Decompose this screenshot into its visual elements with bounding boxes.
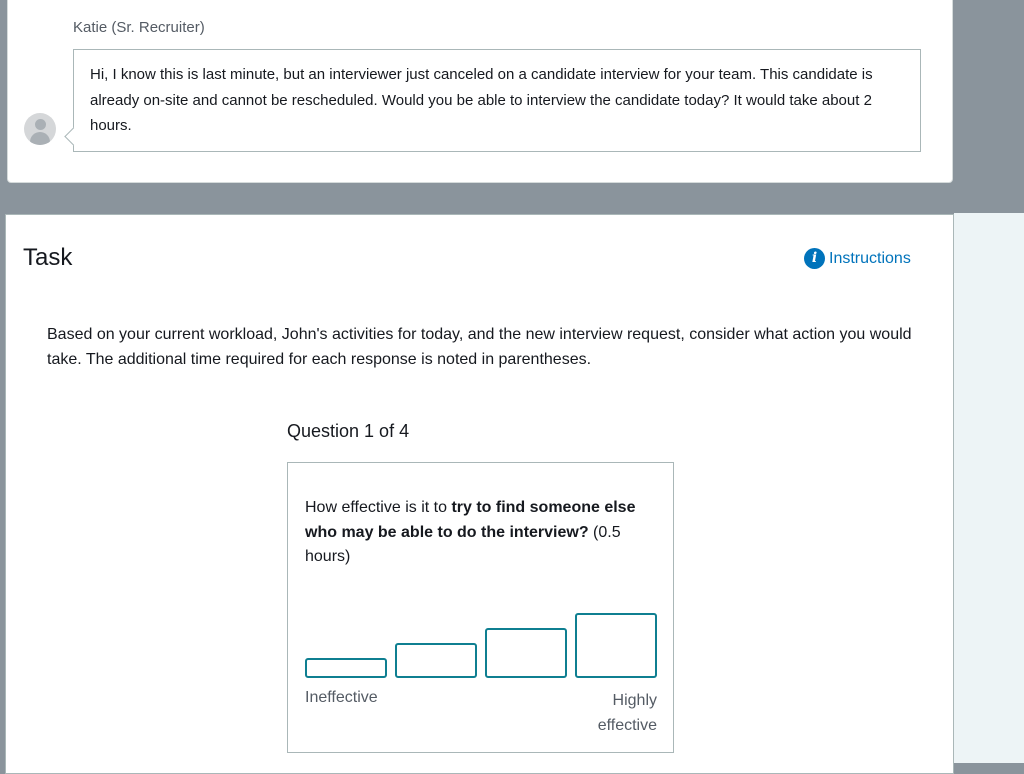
question-card bbox=[287, 462, 674, 753]
info-icon: i bbox=[804, 248, 825, 269]
rating-option-1[interactable] bbox=[305, 658, 387, 678]
avatar-head bbox=[35, 119, 46, 130]
rating-option-2[interactable] bbox=[395, 643, 477, 678]
question-prefix: How effective is it to bbox=[305, 499, 452, 516]
bubble-pointer bbox=[64, 127, 82, 145]
question-number: Question 1 of 4 bbox=[287, 421, 410, 441]
scale-low-label: Ineffective bbox=[305, 689, 378, 706]
chat-message-card bbox=[7, 0, 953, 183]
instructions-link[interactable] bbox=[804, 248, 911, 269]
sender-name: Katie (Sr. Recruiter) bbox=[73, 19, 205, 36]
question-text bbox=[305, 496, 655, 570]
right-gutter bbox=[954, 213, 1024, 763]
rating-option-3[interactable] bbox=[485, 628, 567, 678]
task-panel bbox=[5, 214, 954, 774]
avatar-body bbox=[30, 132, 50, 145]
task-description: Based on your current workload, John's activities for today, and the new interview request, consider what action you would take. The additional time required for each response is noted in parentheses. bbox=[47, 326, 912, 368]
instructions-label: Instructions bbox=[829, 249, 911, 267]
user-avatar-icon bbox=[24, 113, 56, 145]
task-title: Task bbox=[23, 244, 73, 271]
scale-high-label: Highly effective bbox=[597, 692, 657, 734]
question-bold: try to find someone else who may be able to do the interview? bbox=[305, 499, 636, 541]
message-bubble bbox=[73, 49, 921, 152]
message-text: Hi, I know this is last minute, but an interviewer just canceled on a candidate interview for your team. This candidate is already on-site and cannot be rescheduled. Would you be able to interview the candidate today? It would take about 2 hours. bbox=[90, 66, 873, 134]
question-suffix: (0.5 hours) bbox=[305, 523, 621, 565]
rating-option-4[interactable] bbox=[575, 613, 657, 678]
